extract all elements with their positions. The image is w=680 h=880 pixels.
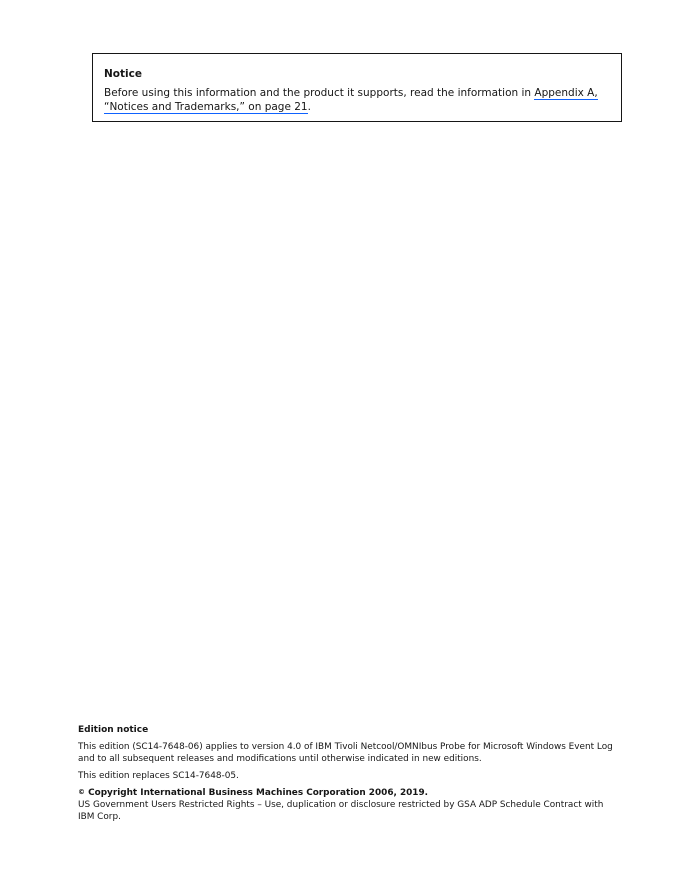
notices-appendix-link[interactable]: Appendix A, “Notices and Trademarks,” on page 21 (104, 87, 598, 113)
copyright-title (78, 787, 618, 799)
notice-text-before: Before using this information and the product it supports, read the information in (104, 87, 535, 99)
copyright-symbol: © (78, 788, 85, 796)
copyright-restricted-rights: US Government Users Restricted Rights – Use, duplication or disclosure restricted by GSA ADP Schedule Contract with IBM Corp. (78, 800, 604, 822)
edition-paragraph-replaces: This edition replaces SC14-7648-05. (78, 771, 239, 781)
notice-text-after: . (307, 101, 311, 113)
notice-title: Notice (104, 68, 142, 80)
notice-box (92, 53, 622, 122)
copyright-title-text: Copyright International Business Machines Corporation 2006, 2019. (85, 788, 429, 798)
edition-paragraph-version: This edition (SC14-7648-06) applies to version 4.0 of IBM Tivoli Netcool/OMNIbus Probe for Microsoft Windows Event Log and to all subsequent releases and modifications until otherwise indicated in new editions. (78, 742, 613, 764)
edition-notice-title: Edition notice (78, 725, 149, 735)
edition-notice-section (78, 724, 618, 823)
notice-body (104, 86, 616, 114)
